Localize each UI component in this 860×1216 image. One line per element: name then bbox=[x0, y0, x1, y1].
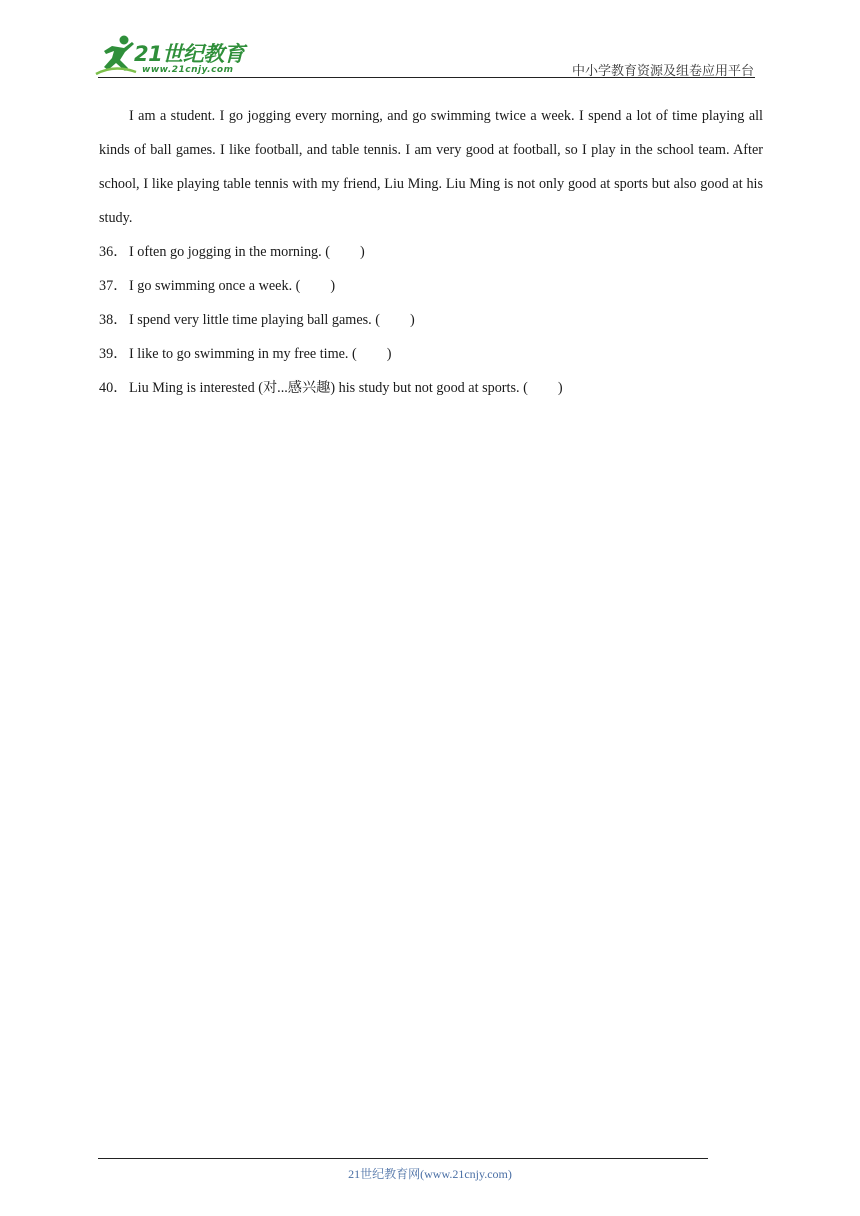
question-close: ) bbox=[330, 278, 336, 294]
header-divider bbox=[98, 77, 755, 78]
header-platform-text: 中小学教育资源及组卷应用平台 bbox=[571, 64, 754, 79]
question-text: I like to go swimming in my free time. ( bbox=[129, 346, 357, 362]
question-number: 37． bbox=[99, 278, 128, 294]
reading-passage: I am a student. I go jogging every morning, and go swimming twice a week. I spend a lot of time playing all kinds of ball games. I like football, and table tennis. I am very good at football, so I play in the school team. After school, I like playing table tennis with my friend, Liu Ming. Liu Ming is not only good at sports but also good at his study. bbox=[99, 108, 763, 226]
question-number: 40． bbox=[99, 380, 128, 396]
question-37 bbox=[99, 269, 763, 303]
question-number: 36． bbox=[99, 244, 128, 260]
question-close: ) bbox=[359, 244, 365, 260]
question-text: I often go jogging in the morning. ( bbox=[129, 244, 330, 260]
question-number: 39． bbox=[99, 346, 128, 362]
question-text: I spend very little time playing ball games. ( bbox=[129, 312, 380, 328]
question-36 bbox=[99, 235, 763, 269]
question-38 bbox=[99, 303, 763, 337]
logo-text: 21世纪教育 bbox=[134, 42, 245, 66]
question-40 bbox=[99, 371, 763, 405]
page-header bbox=[0, 0, 860, 80]
logo-url: www.21cnjy.com bbox=[142, 65, 234, 75]
document-body bbox=[99, 99, 763, 405]
question-text: I go swimming once a week. ( bbox=[129, 278, 301, 294]
question-text: Liu Ming is interested (对...感兴趣) his study but not good at sports. ( bbox=[129, 380, 528, 396]
question-number: 38． bbox=[99, 312, 128, 328]
question-close: ) bbox=[386, 346, 392, 362]
question-close: ) bbox=[409, 312, 415, 328]
footer-divider bbox=[98, 1158, 708, 1159]
logo bbox=[94, 34, 264, 78]
question-39 bbox=[99, 337, 763, 371]
runner-logo-icon bbox=[94, 34, 138, 76]
page-footer: 21世纪教育网(www.21cnjy.com) bbox=[348, 1167, 512, 1181]
question-close: ) bbox=[557, 380, 563, 396]
